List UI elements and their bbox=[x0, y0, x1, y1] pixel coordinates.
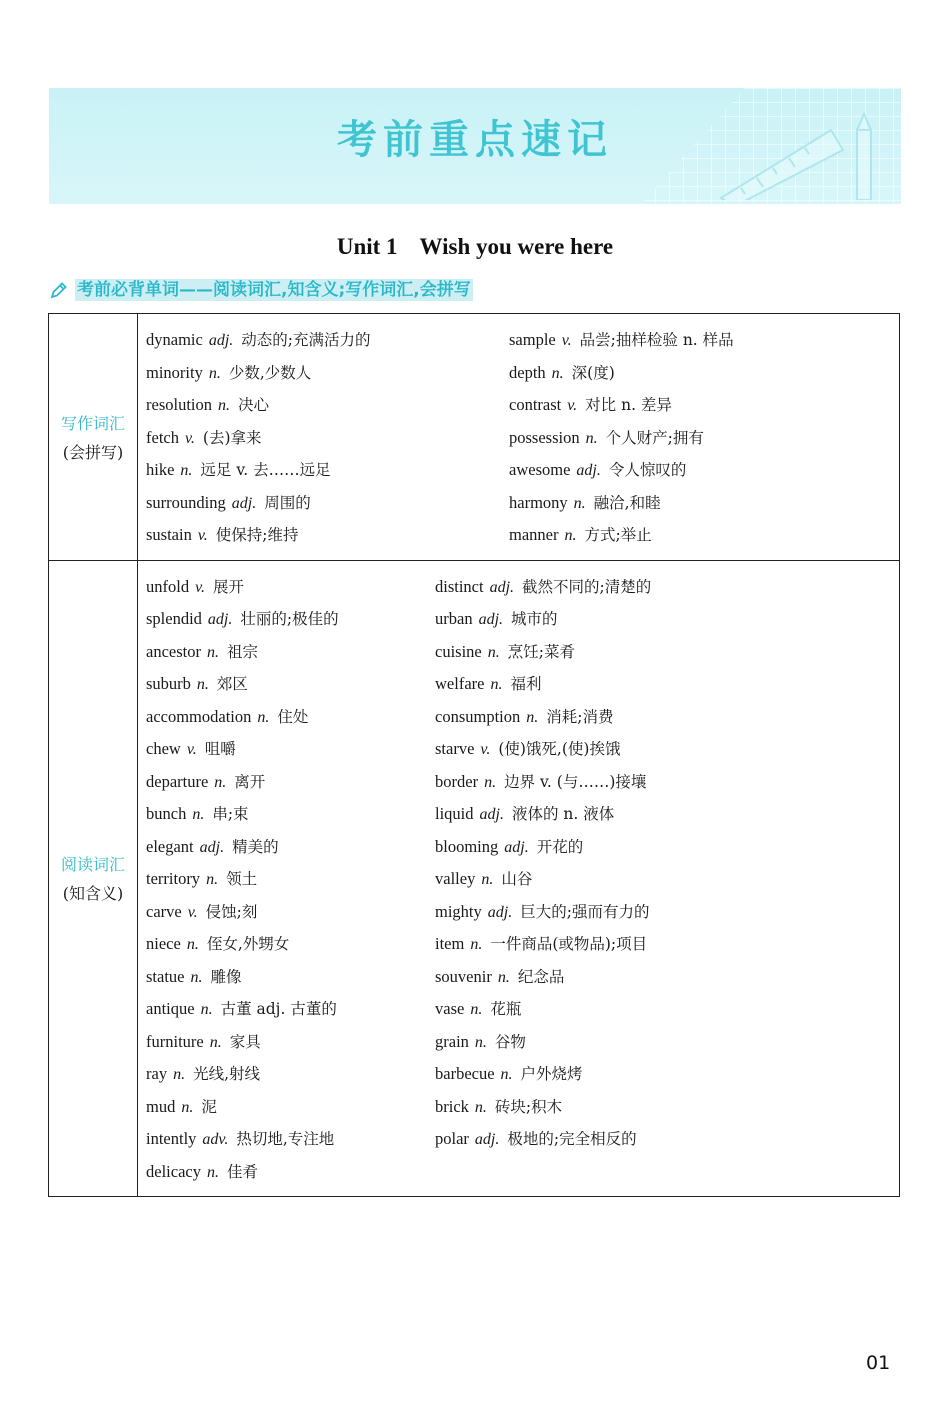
vocab-meaning: 对比 n. 差异 bbox=[585, 396, 672, 414]
vocab-meaning: 液体的 n. 液体 bbox=[511, 805, 615, 823]
part-of-speech: adj. bbox=[487, 903, 513, 921]
vocab-meaning: 巨大的;强而有力的 bbox=[520, 902, 650, 921]
vocab-meaning: 品尝;抽样检验 n. 样品 bbox=[579, 331, 734, 349]
vocab-meaning: 雕像 bbox=[210, 967, 242, 986]
vocab-entry bbox=[146, 1026, 435, 1059]
vocab-meaning: 一件商品(或物品);项目 bbox=[490, 935, 648, 953]
vocab-entry bbox=[509, 324, 734, 357]
vocab-word: niece bbox=[146, 934, 181, 953]
reading-category-cell bbox=[49, 560, 138, 1197]
vocab-meaning: 融洽,和睦 bbox=[593, 493, 661, 512]
part-of-speech: n. bbox=[173, 1066, 186, 1083]
vocab-entry bbox=[435, 863, 651, 896]
reading-words-cell bbox=[138, 560, 900, 1197]
vocab-meaning: 福利 bbox=[510, 675, 542, 693]
vocab-word: liquid bbox=[435, 804, 474, 823]
vocab-entry bbox=[435, 571, 651, 604]
reading-left-column bbox=[146, 571, 435, 1189]
vocab-entry bbox=[146, 798, 435, 831]
reading-category-label: 阅读词汇 bbox=[60, 855, 125, 875]
vocab-word: barbecue bbox=[435, 1064, 495, 1083]
vocab-entry bbox=[146, 766, 435, 799]
vocab-word: vase bbox=[435, 999, 465, 1018]
vocab-entry bbox=[146, 668, 435, 701]
vocab-word: elegant bbox=[146, 836, 194, 856]
vocab-meaning: 串;束 bbox=[212, 805, 249, 823]
part-of-speech: adj. bbox=[208, 332, 234, 349]
vocab-word: possession bbox=[509, 427, 580, 447]
part-of-speech: adj. bbox=[479, 806, 504, 823]
vocab-meaning: 决心 bbox=[238, 396, 270, 414]
vocab-entry bbox=[146, 1123, 435, 1156]
vocab-meaning: 周围的 bbox=[264, 493, 311, 512]
vocab-word: depth bbox=[509, 362, 546, 382]
writing-vocab-row bbox=[49, 314, 900, 561]
vocab-meaning: 离开 bbox=[234, 772, 266, 791]
part-of-speech: n. bbox=[209, 1033, 222, 1051]
vocab-word: starve bbox=[435, 739, 475, 758]
part-of-speech: n. bbox=[474, 1033, 487, 1051]
vocab-meaning: 精美的 bbox=[232, 837, 279, 856]
vocab-entry bbox=[435, 603, 651, 636]
vocab-meaning: 令人惊叹的 bbox=[608, 461, 687, 479]
title-banner bbox=[49, 88, 901, 204]
part-of-speech: n. bbox=[497, 968, 510, 986]
vocab-word: grain bbox=[435, 1031, 469, 1051]
vocab-meaning: 城市的 bbox=[511, 610, 558, 628]
vocab-meaning: 住处 bbox=[277, 707, 309, 726]
part-of-speech: adj. bbox=[504, 838, 529, 856]
part-of-speech: n. bbox=[192, 806, 205, 823]
vocab-entry bbox=[435, 733, 651, 766]
vocab-meaning: 少数,少数人 bbox=[228, 363, 312, 382]
vocab-entry bbox=[509, 422, 734, 455]
vocab-meaning: 消耗;消费 bbox=[546, 707, 614, 726]
part-of-speech: adj. bbox=[489, 578, 515, 596]
part-of-speech: adj. bbox=[576, 462, 601, 479]
vocab-entry bbox=[435, 1026, 651, 1059]
vocab-entry bbox=[435, 961, 651, 994]
page-number: 01 bbox=[866, 1352, 891, 1374]
part-of-speech: v. bbox=[195, 578, 206, 596]
vocab-word: intently bbox=[146, 1129, 197, 1148]
vocab-meaning: 佳肴 bbox=[226, 1162, 258, 1181]
part-of-speech: n. bbox=[190, 968, 203, 986]
vocab-entry bbox=[509, 519, 734, 552]
vocab-meaning: 极地的;完全相反的 bbox=[507, 1130, 637, 1148]
vocab-meaning: 展开 bbox=[213, 577, 245, 596]
vocab-word: unfold bbox=[146, 576, 190, 596]
vocab-word: souvenir bbox=[435, 966, 492, 986]
vocab-word: urban bbox=[435, 609, 473, 628]
vocab-word: antique bbox=[146, 999, 195, 1018]
vocab-entry bbox=[435, 668, 651, 701]
vocab-entry bbox=[435, 701, 651, 734]
vocab-word: furniture bbox=[146, 1031, 204, 1051]
vocab-entry bbox=[435, 1058, 651, 1091]
part-of-speech: v. bbox=[197, 527, 208, 544]
vocab-meaning: 远足 v. 去……远足 bbox=[200, 461, 331, 479]
vocab-entry bbox=[509, 357, 734, 390]
vocab-entry bbox=[435, 1091, 651, 1124]
part-of-speech: n. bbox=[180, 462, 193, 479]
part-of-speech: n. bbox=[573, 494, 586, 512]
part-of-speech: n. bbox=[500, 1066, 513, 1083]
vocab-entry bbox=[146, 422, 509, 455]
vocab-entry bbox=[146, 1156, 435, 1189]
writing-right-column bbox=[509, 324, 734, 552]
vocab-meaning: 咀嚼 bbox=[204, 740, 236, 758]
part-of-speech: n. bbox=[585, 429, 598, 447]
vocab-entry bbox=[146, 389, 509, 422]
part-of-speech: n. bbox=[214, 773, 227, 791]
vocab-meaning: 个人财产;拥有 bbox=[605, 428, 704, 447]
vocab-meaning: 家具 bbox=[229, 1032, 261, 1051]
vocab-entry bbox=[146, 454, 509, 487]
reading-category-sub: (知含义) bbox=[62, 884, 124, 904]
part-of-speech: adj. bbox=[199, 838, 225, 856]
vocab-meaning: 谷物 bbox=[494, 1032, 526, 1051]
vocab-entry bbox=[435, 798, 651, 831]
part-of-speech: n. bbox=[186, 936, 199, 953]
vocab-meaning: 领土 bbox=[226, 870, 258, 888]
vocab-word: harmony bbox=[509, 492, 568, 512]
section-heading-text: 考前必背单词——阅读词汇,知含义;写作词汇,会拼写 bbox=[77, 280, 471, 300]
part-of-speech: adj. bbox=[207, 611, 233, 628]
vocab-word: suburb bbox=[146, 674, 191, 693]
vocab-entry bbox=[146, 961, 435, 994]
part-of-speech: n. bbox=[218, 397, 230, 414]
vocab-word: contrast bbox=[509, 395, 562, 414]
vocab-meaning: (去)拿来 bbox=[202, 428, 262, 447]
writing-category-label: 写作词汇 bbox=[60, 413, 125, 433]
vocab-meaning: 截然不同的;清楚的 bbox=[522, 577, 652, 596]
part-of-speech: n. bbox=[564, 527, 577, 544]
vocab-meaning: 古董 adj. 古董的 bbox=[220, 1000, 337, 1018]
vocab-word: distinct bbox=[435, 576, 484, 596]
unit-name: Wish you were here bbox=[419, 234, 614, 259]
vocab-meaning: 使保持;维持 bbox=[215, 526, 299, 544]
vocab-entry bbox=[435, 831, 651, 864]
vocab-entry bbox=[146, 1058, 435, 1091]
vocab-word: carve bbox=[146, 901, 182, 921]
pencil-icon bbox=[49, 280, 69, 300]
part-of-speech: n. bbox=[200, 1001, 213, 1018]
vocab-meaning: 纪念品 bbox=[517, 967, 565, 986]
vocab-meaning: 山谷 bbox=[501, 870, 533, 888]
vocab-entry bbox=[146, 636, 435, 669]
part-of-speech: n. bbox=[487, 643, 500, 661]
part-of-speech: v. bbox=[567, 397, 578, 414]
vocab-word: splendid bbox=[146, 609, 202, 628]
vocab-entry bbox=[435, 896, 651, 929]
part-of-speech: n. bbox=[206, 643, 219, 661]
vocab-word: awesome bbox=[509, 460, 571, 479]
vocab-meaning: 花瓶 bbox=[490, 1000, 522, 1018]
vocab-meaning: 烹饪;菜肴 bbox=[507, 642, 575, 661]
part-of-speech: n. bbox=[196, 676, 209, 693]
part-of-speech: n. bbox=[257, 708, 270, 726]
unit-number: Unit 1 bbox=[336, 234, 398, 259]
vocab-entry bbox=[509, 487, 734, 520]
vocab-entry bbox=[435, 993, 651, 1026]
vocab-word: mighty bbox=[435, 901, 482, 921]
part-of-speech: v. bbox=[480, 741, 491, 758]
vocab-word: polar bbox=[435, 1129, 469, 1148]
part-of-speech: v. bbox=[561, 332, 572, 349]
vocab-word: surrounding bbox=[146, 492, 226, 512]
vocab-meaning: 祖宗 bbox=[226, 642, 258, 661]
vocab-meaning: 郊区 bbox=[216, 675, 248, 693]
vocab-entry bbox=[435, 766, 651, 799]
vocab-entry bbox=[146, 571, 435, 604]
part-of-speech: n. bbox=[484, 773, 497, 791]
vocab-entry bbox=[146, 701, 435, 734]
vocab-word: blooming bbox=[435, 836, 499, 856]
part-of-speech: n. bbox=[208, 364, 221, 382]
writing-words-cell bbox=[138, 314, 900, 561]
writing-category-cell bbox=[49, 314, 138, 561]
vocab-meaning: 方式;举止 bbox=[584, 526, 652, 544]
vocab-meaning: 泥 bbox=[201, 1097, 217, 1116]
vocab-word: resolution bbox=[146, 395, 212, 414]
part-of-speech: n. bbox=[206, 871, 219, 888]
vocab-word: sample bbox=[509, 330, 556, 349]
part-of-speech: n. bbox=[490, 676, 503, 693]
vocab-word: ray bbox=[146, 1064, 168, 1083]
vocab-meaning: 动态的;充满活力的 bbox=[241, 331, 371, 349]
vocab-entry bbox=[146, 519, 509, 552]
vocab-word: valley bbox=[435, 869, 476, 888]
vocab-word: ancestor bbox=[146, 641, 201, 661]
vocab-meaning: 侄女,外甥女 bbox=[206, 935, 290, 953]
vocab-meaning: 砖块;积木 bbox=[494, 1097, 563, 1116]
vocab-entry bbox=[146, 831, 435, 864]
reading-vocab-row bbox=[49, 560, 900, 1197]
vocab-word: consumption bbox=[435, 706, 521, 726]
vocab-word: mud bbox=[146, 1096, 176, 1116]
vocab-word: accommodation bbox=[146, 706, 252, 726]
vocab-word: border bbox=[435, 771, 479, 791]
vocab-meaning: 深(度) bbox=[571, 363, 615, 382]
part-of-speech: n. bbox=[470, 936, 483, 953]
part-of-speech: v. bbox=[184, 429, 195, 447]
vocab-entry bbox=[146, 993, 435, 1026]
part-of-speech: v. bbox=[187, 903, 198, 921]
vocab-word: manner bbox=[509, 525, 559, 544]
part-of-speech: n. bbox=[206, 1163, 219, 1181]
vocab-entry bbox=[146, 863, 435, 896]
vocab-entry bbox=[146, 324, 509, 357]
vocab-entry bbox=[146, 733, 435, 766]
section-heading bbox=[49, 278, 473, 302]
vocab-word: fetch bbox=[146, 427, 179, 447]
part-of-speech: n. bbox=[181, 1098, 194, 1116]
part-of-speech: v. bbox=[186, 741, 197, 758]
banner-title: 考前重点速记 bbox=[337, 117, 613, 163]
vocab-word: statue bbox=[146, 966, 185, 986]
vocab-meaning: 户外烧烤 bbox=[520, 1065, 583, 1083]
vocab-entry bbox=[146, 1091, 435, 1124]
vocab-word: item bbox=[435, 934, 465, 953]
vocab-word: chew bbox=[146, 739, 181, 758]
vocab-meaning: 侵蚀;刻 bbox=[205, 902, 258, 921]
vocab-word: welfare bbox=[435, 674, 485, 693]
vocab-meaning: 光线,射线 bbox=[193, 1065, 261, 1083]
part-of-speech: adv. bbox=[202, 1131, 229, 1148]
vocabulary-table bbox=[48, 313, 900, 1197]
vocab-entry bbox=[509, 454, 734, 487]
vocab-entry bbox=[509, 389, 734, 422]
vocab-word: bunch bbox=[146, 804, 187, 823]
vocab-meaning: 壮丽的;极佳的 bbox=[240, 610, 339, 628]
vocab-entry bbox=[146, 487, 509, 520]
part-of-speech: adj. bbox=[231, 494, 257, 512]
vocab-word: departure bbox=[146, 771, 209, 791]
vocab-entry bbox=[146, 603, 435, 636]
vocab-word: minority bbox=[146, 362, 203, 382]
vocab-meaning: 热切地,专注地 bbox=[236, 1130, 335, 1148]
part-of-speech: n. bbox=[551, 364, 564, 382]
part-of-speech: adj. bbox=[478, 611, 504, 628]
vocab-entry bbox=[146, 896, 435, 929]
vocab-entry bbox=[435, 928, 651, 961]
ruler-pencil-icon bbox=[711, 110, 881, 200]
vocab-word: delicacy bbox=[146, 1161, 201, 1181]
part-of-speech: adj. bbox=[474, 1131, 500, 1148]
vocab-word: cuisine bbox=[435, 641, 482, 661]
vocab-word: dynamic bbox=[146, 330, 203, 349]
vocab-entry bbox=[435, 1123, 651, 1156]
reading-right-column bbox=[435, 571, 651, 1189]
part-of-speech: n. bbox=[526, 708, 539, 726]
vocab-meaning: (使)饿死,(使)挨饿 bbox=[498, 740, 621, 758]
writing-category-sub: (会拼写) bbox=[62, 442, 124, 462]
vocab-word: hike bbox=[146, 460, 175, 479]
vocab-meaning: 边界 v. (与……)接壤 bbox=[504, 772, 647, 791]
vocab-entry bbox=[435, 636, 651, 669]
part-of-speech: n. bbox=[474, 1098, 487, 1116]
vocab-entry bbox=[146, 928, 435, 961]
unit-title bbox=[0, 234, 950, 260]
part-of-speech: n. bbox=[470, 1001, 483, 1018]
writing-left-column bbox=[146, 324, 509, 552]
vocab-word: territory bbox=[146, 869, 201, 888]
vocab-entry bbox=[146, 357, 509, 390]
vocab-word: sustain bbox=[146, 525, 192, 544]
vocab-word: brick bbox=[435, 1096, 469, 1116]
vocab-meaning: 开花的 bbox=[536, 837, 584, 856]
part-of-speech: n. bbox=[481, 871, 494, 888]
